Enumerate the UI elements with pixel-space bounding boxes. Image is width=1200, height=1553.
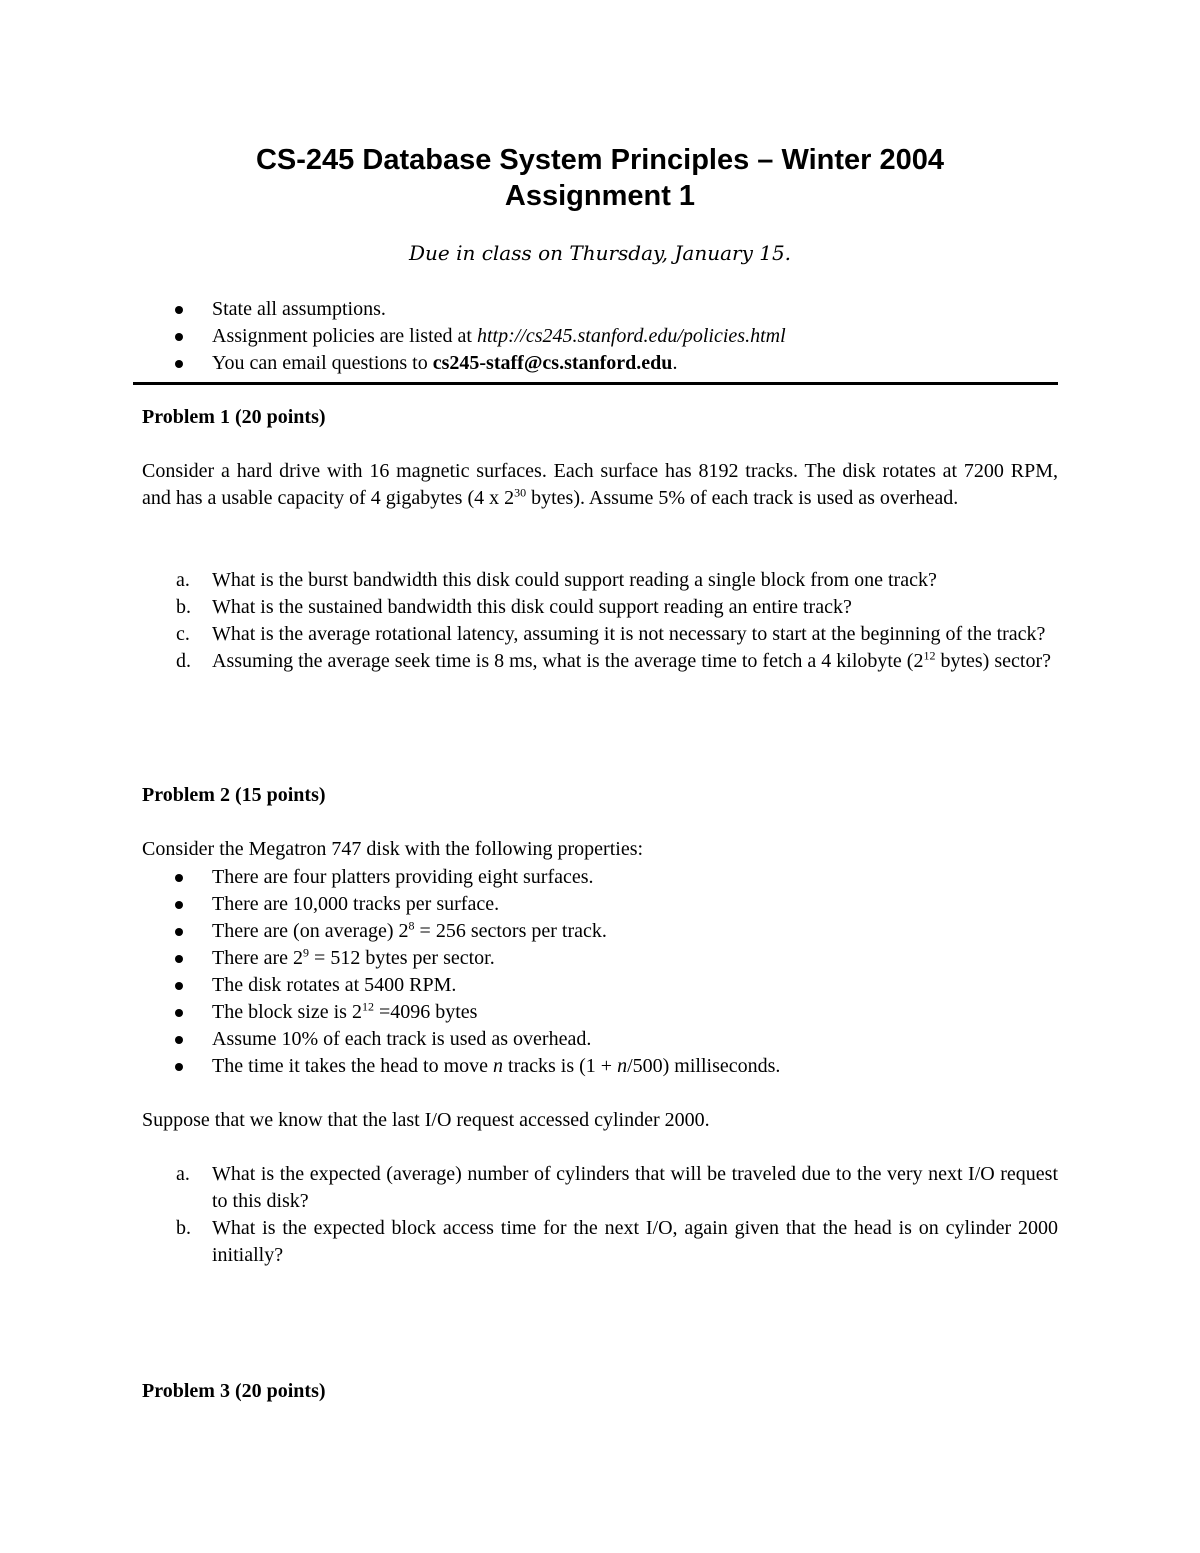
staff-email-link[interactable]: cs245-staff@cs.stanford.edu	[432, 352, 673, 374]
item-label: d.	[176, 650, 191, 672]
list-item	[142, 1053, 1058, 1080]
item-label: b.	[176, 1217, 191, 1239]
problem1-questions	[142, 567, 1058, 675]
item-label: c.	[176, 623, 190, 645]
bullet-text: There are four platters providing eight surfaces.	[212, 866, 594, 888]
bullet-text: = 256 sectors per track.	[414, 920, 607, 942]
list-item	[142, 594, 1058, 621]
list-item	[142, 864, 1058, 891]
bullet-text: =4096 bytes	[373, 1001, 478, 1023]
list-item	[142, 1026, 1058, 1053]
list-item	[142, 891, 1058, 918]
list-item	[142, 323, 1058, 350]
bullet-text: Assume 10% of each track is used as overhead.	[212, 1028, 592, 1050]
bullet-text: The block size is 2	[212, 1001, 362, 1023]
variable-n: n	[493, 1055, 504, 1077]
list-item	[142, 1215, 1058, 1269]
bullet-text: State all assumptions.	[212, 298, 386, 320]
superscript: 9	[303, 945, 310, 960]
problem1-intro	[142, 458, 1058, 512]
bullet-text: There are (on average) 2	[212, 920, 409, 942]
list-item	[142, 945, 1058, 972]
item-text: What is the burst bandwidth this disk could support reading a single block from one track?	[212, 569, 937, 591]
list-item	[142, 918, 1058, 945]
bullet-text: = 512 bytes per sector.	[309, 947, 495, 969]
problem2-suppose: Suppose that we know that the last I/O request accessed cylinder 2000.	[142, 1109, 710, 1131]
due-date: Due in class on Thursday, January 15.	[408, 241, 792, 265]
list-item	[142, 972, 1058, 999]
intro-bullet-list	[142, 296, 1058, 377]
problem3-heading: Problem 3 (20 points)	[142, 1380, 326, 1402]
bullet-icon	[175, 982, 183, 990]
bullet-icon	[175, 360, 183, 368]
assignment-title: Assignment 1	[504, 180, 696, 212]
bullet-text: The disk rotates at 5400 RPM.	[212, 974, 457, 996]
bullet-text: tracks is (1 +	[503, 1055, 618, 1077]
bullet-icon	[175, 1009, 183, 1017]
policies-link[interactable]: http://cs245.stanford.edu/policies.html	[476, 325, 786, 347]
list-item	[142, 350, 1058, 377]
intro-text: bytes). Assume 5% of each track is used as overhead.	[526, 487, 959, 509]
bullet-icon	[175, 1063, 183, 1071]
variable-n: n	[617, 1055, 628, 1077]
bullet-text: The time it takes the head to move	[212, 1055, 494, 1077]
superscript: 12	[361, 999, 374, 1014]
bullet-icon	[175, 901, 183, 909]
item-text: What is the expected block access time for the next I/O, again given that the head is on cylinder 2000 initially?	[212, 1217, 1058, 1266]
item-text: What is the average rotational latency, assuming it is not necessary to start at the beginning of the track?	[212, 623, 1046, 645]
bullet-text: You can email questions to	[212, 352, 433, 374]
superscript: 12	[923, 648, 936, 663]
superscript: 8	[408, 918, 415, 933]
list-item	[142, 999, 1058, 1026]
problem2-heading: Problem 2 (15 points)	[142, 784, 326, 806]
document-title: CS-245 Database System Principles – Winter 2004	[255, 144, 944, 176]
bullet-text: Assignment policies are listed at	[212, 325, 477, 347]
bullet-icon	[175, 306, 183, 314]
bullet-icon	[175, 874, 183, 882]
bullet-icon	[175, 333, 183, 341]
item-label: a.	[176, 1163, 190, 1185]
item-text: bytes) sector?	[935, 650, 1051, 672]
list-item	[142, 296, 1058, 323]
intro-text: Consider a hard drive with 16 magnetic surfaces. Each surface has 8192 tracks. The disk rotates at 7200 RPM, and has a usable capacity of 4 gigabytes (4 x 2	[142, 460, 1058, 509]
list-item	[142, 567, 1058, 594]
item-label: a.	[176, 569, 190, 591]
list-item	[142, 621, 1058, 648]
item-text: What is the sustained bandwidth this disk could support reading an entire track?	[212, 596, 852, 618]
problem2-questions	[142, 1161, 1058, 1269]
problem2-intro: Consider the Megatron 747 disk with the following properties:	[142, 838, 644, 860]
item-text: What is the expected (average) number of cylinders that will be traveled due to the very next I/O request to this disk?	[212, 1163, 1058, 1212]
bullet-text: .	[672, 352, 678, 374]
list-item	[142, 648, 1058, 675]
item-label: b.	[176, 596, 191, 618]
superscript: 30	[514, 485, 527, 500]
disk-properties-list	[142, 864, 1058, 1080]
list-item	[142, 1161, 1058, 1215]
bullet-text: /500) milliseconds.	[627, 1055, 781, 1077]
bullet-text: There are 10,000 tracks per surface.	[212, 893, 500, 915]
problem1-heading: Problem 1 (20 points)	[142, 406, 326, 428]
horizontal-divider	[133, 382, 1058, 385]
bullet-icon	[175, 928, 183, 936]
bullet-icon	[175, 1036, 183, 1044]
item-text: Assuming the average seek time is 8 ms, what is the average time to fetch a 4 kilobyte (2	[212, 650, 924, 672]
bullet-icon	[175, 955, 183, 963]
bullet-text: There are 2	[212, 947, 304, 969]
